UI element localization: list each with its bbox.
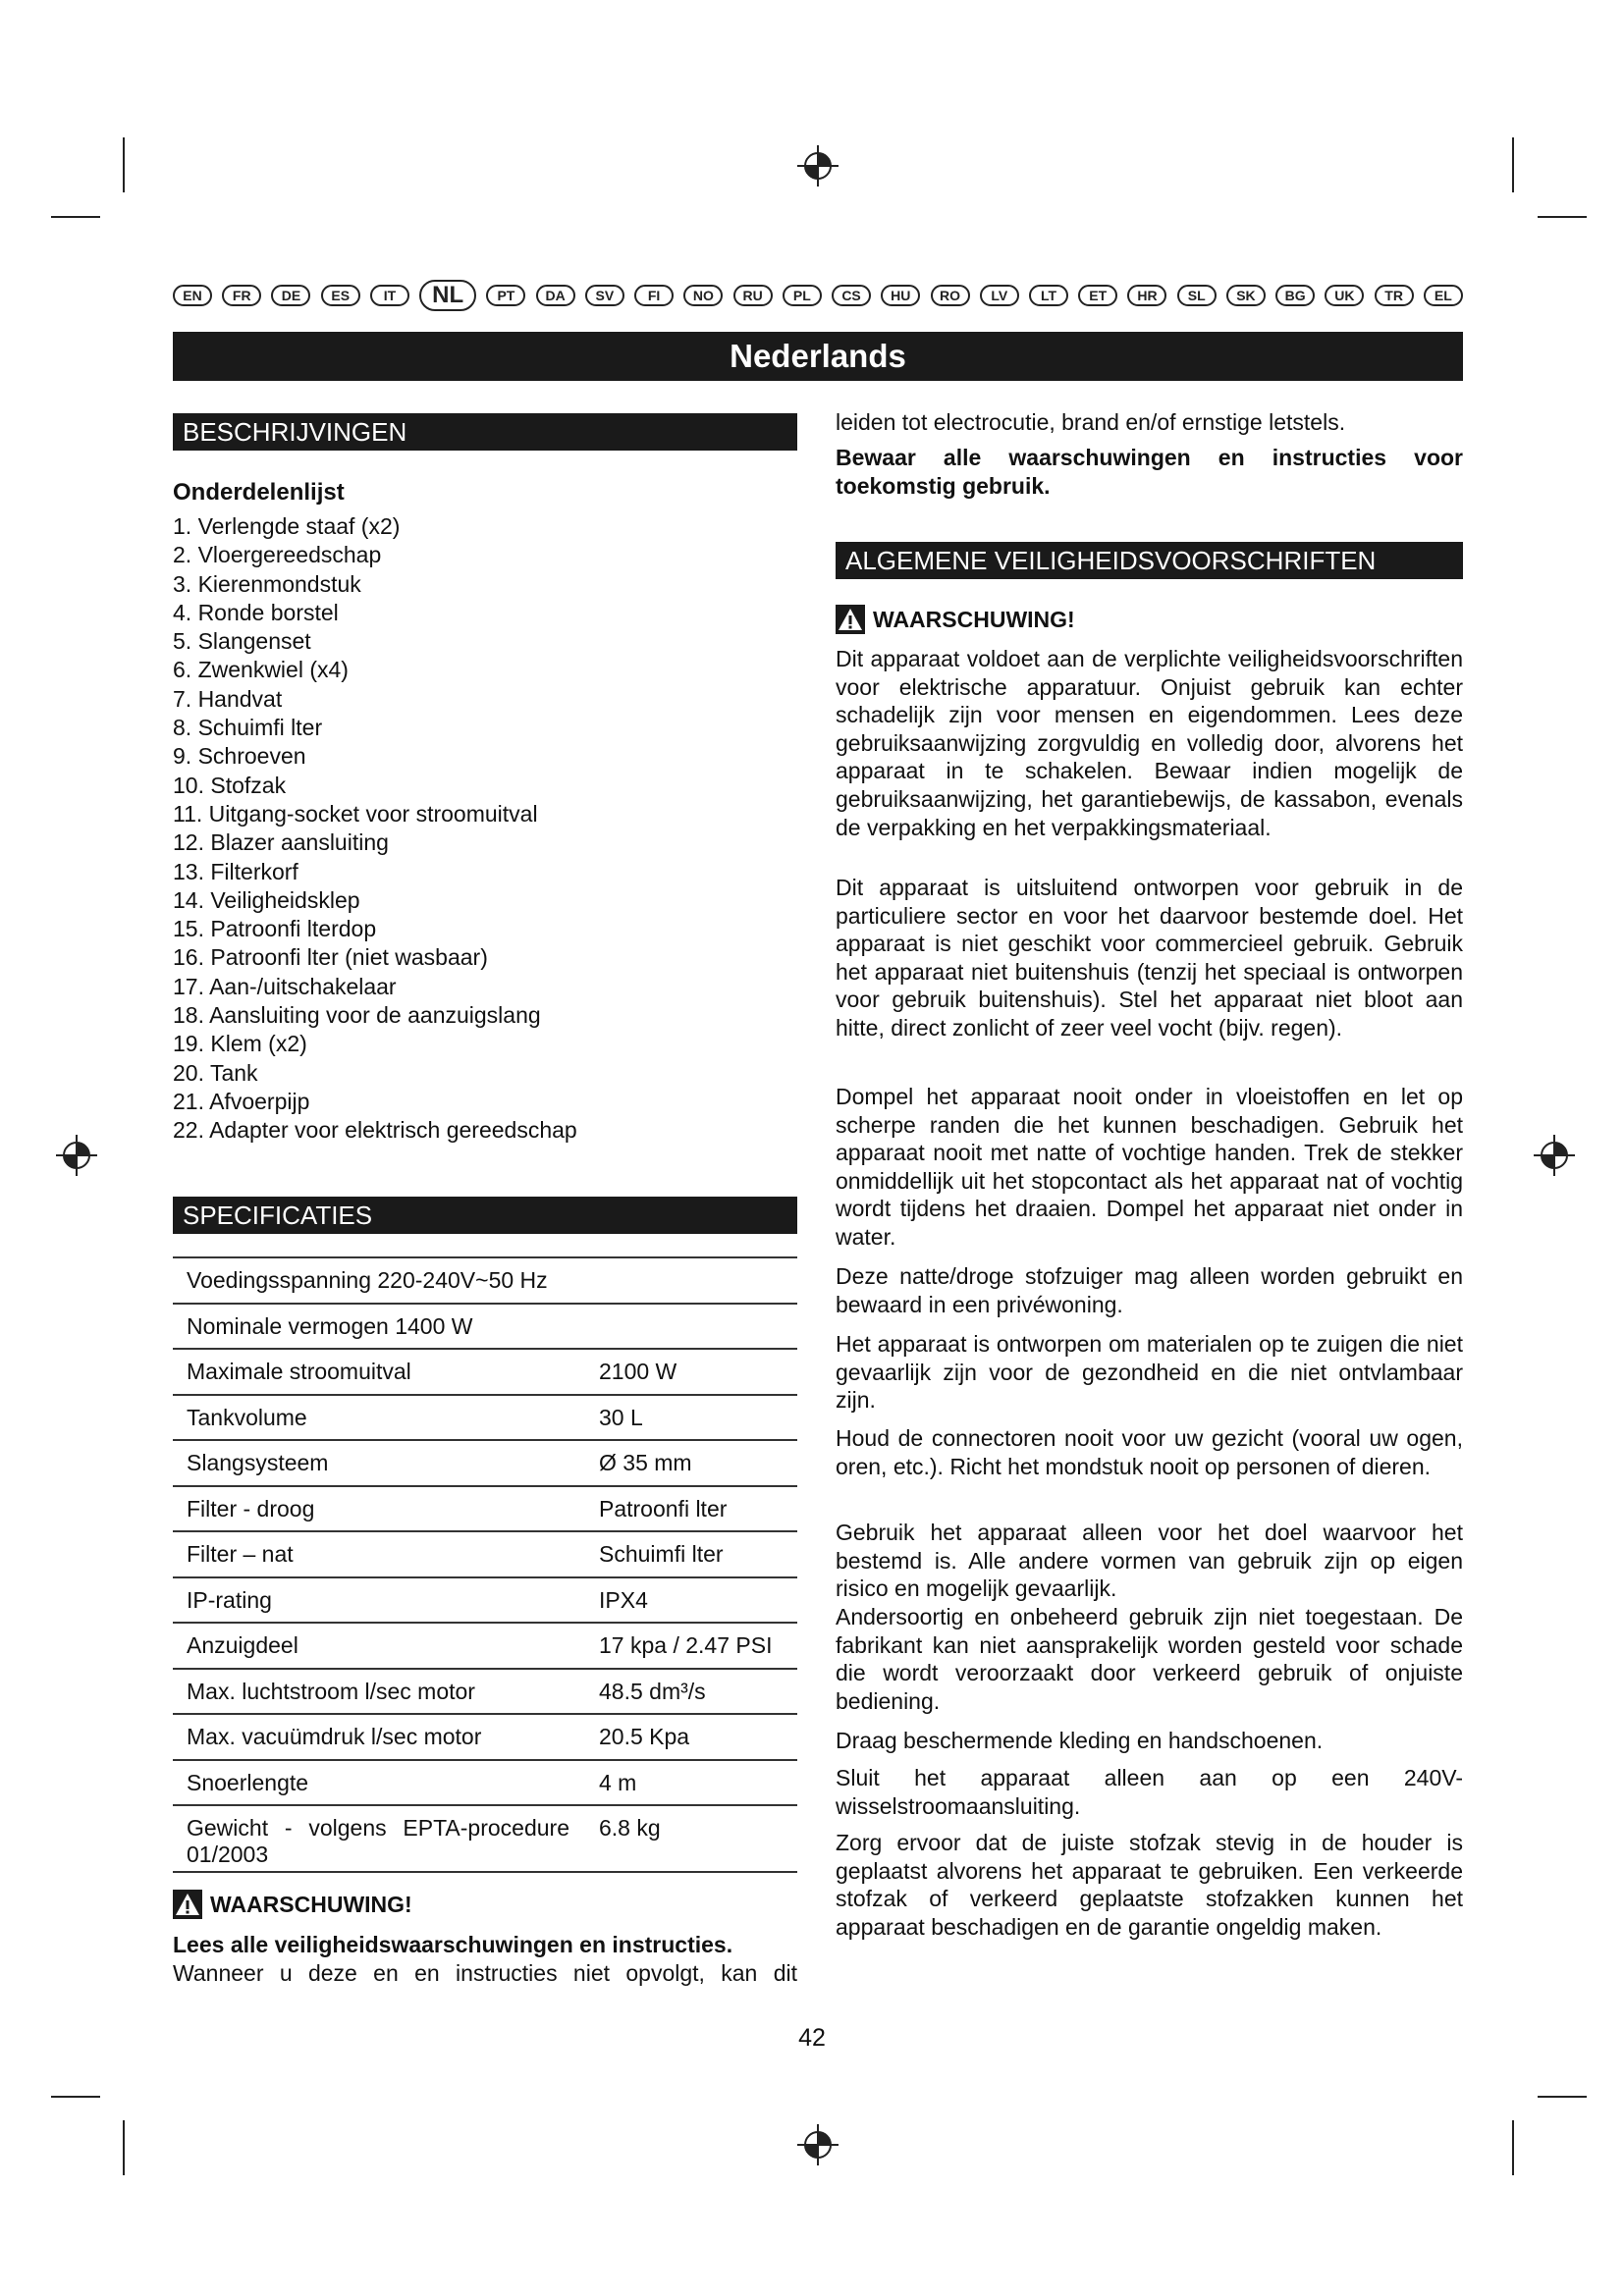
lang-badge: PT bbox=[486, 285, 525, 306]
table-row bbox=[173, 1623, 797, 1669]
lang-badge: UK bbox=[1325, 285, 1364, 306]
spec-value bbox=[589, 1257, 797, 1304]
crop-mark bbox=[1512, 137, 1514, 192]
section-heading-specificaties: SPECIFICATIES bbox=[173, 1197, 797, 1234]
warning-label: WAARSCHUWING! bbox=[210, 1891, 412, 1917]
list-item: 20. Tank bbox=[173, 1059, 258, 1086]
language-bar bbox=[173, 281, 1463, 310]
list-item: 19. Klem (x2) bbox=[173, 1031, 307, 1057]
registration-mark-icon bbox=[54, 1133, 99, 1178]
table-row bbox=[173, 1760, 797, 1806]
table-row bbox=[173, 1531, 797, 1577]
spec-label: Tankvolume bbox=[173, 1395, 589, 1441]
spec-value: Ø 35 mm bbox=[589, 1440, 797, 1486]
crop-mark bbox=[1538, 2096, 1587, 2098]
spec-label: Max. vacuümdruk l/sec motor bbox=[173, 1714, 589, 1760]
safety-paragraph: Houd de connectoren nooit voor uw gezicht (vooral uw ogen, oren, etc.). Richt het mondstuk nooit op personen of dieren. bbox=[836, 1425, 1463, 1479]
list-item: 21. Afvoerpijp bbox=[173, 1088, 310, 1114]
list-item: 10. Stofzak bbox=[173, 772, 287, 798]
list-item: 2. Vloergereedschap bbox=[173, 542, 382, 568]
table-row bbox=[173, 1486, 797, 1532]
warning-heading bbox=[836, 605, 1075, 634]
safety-paragraph: Het apparaat is ontworpen om materialen op te zuigen die niet gevaarlijk zijn voor de gezondheid en die niet ontvlambaar zijn. bbox=[836, 1331, 1463, 1414]
safety-paragraph: Deze natte/droge stofzuiger mag alleen worden gebruikt en bewaard in een privéwoning. bbox=[836, 1263, 1463, 1317]
safety-paragraph: Dompel het apparaat nooit onder in vloeistoffen en let op scherpe randen die het kunnen beschadigen. Gebruik het apparaat nooit met natte of vochtige handen. Trek de stekker onmiddellijk uit het stopcontact als het apparaat nat of vochtig wordt tijdens het draaien. Dompel het apparaat niet onder in water. bbox=[836, 1084, 1463, 1250]
spec-label: Filter - droog bbox=[173, 1486, 589, 1532]
spec-value: Schuimfi lter bbox=[589, 1531, 797, 1577]
spec-value: 4 m bbox=[589, 1760, 797, 1806]
list-item: 14. Veiligheidsklep bbox=[173, 886, 360, 913]
lang-badge: BG bbox=[1275, 285, 1315, 306]
list-item: 12. Blazer aansluiting bbox=[173, 829, 389, 856]
crop-mark bbox=[123, 2120, 125, 2175]
lang-badge: PL bbox=[783, 285, 822, 306]
table-row bbox=[173, 1349, 797, 1395]
crop-mark bbox=[51, 216, 100, 218]
spec-label: IP-rating bbox=[173, 1577, 589, 1624]
list-item: 3. Kierenmondstuk bbox=[173, 570, 361, 597]
lang-badge: HR bbox=[1127, 285, 1166, 306]
spec-label: Anzuigdeel bbox=[173, 1623, 589, 1669]
lang-badge: IT bbox=[370, 285, 409, 306]
registration-mark-icon bbox=[795, 2122, 840, 2167]
lang-badge: RU bbox=[733, 285, 773, 306]
spec-label: Max. luchtstroom l/sec motor bbox=[173, 1669, 589, 1715]
table-row bbox=[173, 1805, 797, 1872]
warning-heading bbox=[173, 1890, 412, 1919]
table-row bbox=[173, 1395, 797, 1441]
spec-label: Gewicht - volgens EPTA-procedure 01/2003 bbox=[173, 1805, 589, 1872]
list-item: 15. Patroonfi lterdop bbox=[173, 916, 377, 942]
spec-value: 2100 W bbox=[589, 1349, 797, 1395]
parts-list bbox=[173, 512, 797, 1146]
lang-badge: TR bbox=[1375, 285, 1414, 306]
lang-badge: DE bbox=[271, 285, 310, 306]
spec-value: Patroonfi lter bbox=[589, 1486, 797, 1532]
list-item: 17. Aan-/uitschakelaar bbox=[173, 973, 397, 999]
warning-triangle-icon bbox=[836, 605, 865, 634]
table-row bbox=[173, 1577, 797, 1624]
lang-badge: NO bbox=[683, 285, 723, 306]
section-heading-safety: ALGEMENE VEILIGHEIDSVOORSCHRIFTEN bbox=[836, 542, 1463, 579]
lang-badge: EN bbox=[173, 285, 212, 306]
table-row bbox=[173, 1669, 797, 1715]
list-item: 4. Ronde borstel bbox=[173, 599, 339, 625]
lang-badge: DA bbox=[536, 285, 575, 306]
list-item: 18. Aansluiting voor de aanzuigslang bbox=[173, 1002, 541, 1029]
list-item: 7. Handvat bbox=[173, 685, 283, 712]
warning-text: Wanneer u deze en en instructies niet opvolgt, kan dit bbox=[173, 1960, 797, 1986]
registration-mark-icon bbox=[1532, 1133, 1577, 1178]
crop-mark bbox=[123, 137, 125, 192]
safety-paragraph: Dit apparaat is uitsluitend ontworpen voor gebruik in de particuliere sector en voor het daarvoor bestemde doel. Het apparaat is niet geschikt voor commercieel gebruik. Gebruik het apparaat niet buitenshuis (tenzij het speciaal is ontworpen voor gebruik buitenshuis). Stel het apparaat niet bloot aan hitte, direct zonlicht of zeer veel vocht (bijv. regen). bbox=[836, 875, 1463, 1041]
safety-paragraph: Dit apparaat voldoet aan de verplichte veiligheidsvoorschriften voor elektrische apparatuur. Onjuist gebruik kan echter schadelijk zijn voor mensen en eigendommen. Lees deze gebruiksaanwijzing zorgvuldig en volledig door, alvorens het apparaat in te schakelen. Bewaar indien mogelijk de gebruiksaanwijzing, het garantiebewijs, de kassabon, evenals de verpakking en het verpakkingsmateriaal. bbox=[836, 646, 1463, 840]
spec-value: 17 kpa / 2.47 PSI bbox=[589, 1623, 797, 1669]
crop-mark bbox=[1538, 216, 1587, 218]
spec-label: Maximale stroomuitval bbox=[173, 1349, 589, 1395]
spec-label: Nominale vermogen 1400 W bbox=[173, 1304, 589, 1350]
spec-value: 6.8 kg bbox=[589, 1805, 797, 1872]
lang-badge: FR bbox=[222, 285, 261, 306]
table-row bbox=[173, 1257, 797, 1304]
list-item: 8. Schuimfi lter bbox=[173, 715, 323, 741]
section-heading-beschrijvingen: BESCHRIJVINGEN bbox=[173, 413, 797, 451]
spec-value: IPX4 bbox=[589, 1577, 797, 1624]
lang-badge: ET bbox=[1078, 285, 1117, 306]
spec-value: 30 L bbox=[589, 1395, 797, 1441]
safety-paragraph: Sluit het apparaat alleen aan op een 240V-wisselstroomaansluiting. bbox=[836, 1765, 1463, 1819]
list-item: 6. Zwenkwiel (x4) bbox=[173, 657, 349, 683]
lang-badge: ES bbox=[321, 285, 360, 306]
spec-label: Voedingsspanning 220-240V~50 Hz bbox=[173, 1257, 589, 1304]
lang-badge: CS bbox=[832, 285, 871, 306]
crop-mark bbox=[1512, 2120, 1514, 2175]
table-row bbox=[173, 1714, 797, 1760]
specifications-table bbox=[173, 1256, 797, 1873]
page-number: 42 bbox=[798, 2024, 826, 2052]
list-item: 1. Verlengde staaf (x2) bbox=[173, 513, 401, 539]
warning-triangle-icon bbox=[173, 1890, 202, 1919]
table-row bbox=[173, 1304, 797, 1350]
spec-value: 48.5 dm³/s bbox=[589, 1669, 797, 1715]
lang-badge: FI bbox=[634, 285, 674, 306]
lang-badge: SV bbox=[585, 285, 624, 306]
spec-label: Filter – nat bbox=[173, 1531, 589, 1577]
list-item: 5. Slangenset bbox=[173, 628, 311, 655]
spec-value bbox=[589, 1304, 797, 1350]
table-row bbox=[173, 1440, 797, 1486]
warning-label: WAARSCHUWING! bbox=[873, 606, 1075, 632]
lang-badge: RO bbox=[931, 285, 970, 306]
spec-label: Slangsysteem bbox=[173, 1440, 589, 1486]
list-item: 16. Patroonfi lter (niet wasbaar) bbox=[173, 944, 488, 971]
lang-badge: LT bbox=[1029, 285, 1068, 306]
keep-instructions-text: Bewaar alle waarschuwingen en instructies voor toekomstig gebruik. bbox=[836, 445, 1463, 499]
list-item: 13. Filterkorf bbox=[173, 858, 298, 884]
continuation-text: leiden tot electrocutie, brand en/of ernstige letstels. bbox=[836, 409, 1346, 435]
parts-list-title: Onderdelenlijst bbox=[173, 479, 345, 506]
list-item: 9. Schroeven bbox=[173, 743, 306, 770]
lang-badge: SL bbox=[1177, 285, 1217, 306]
list-item: 11. Uitgang-socket voor stroomuitval bbox=[173, 800, 538, 827]
lang-badge-active: NL bbox=[419, 280, 476, 311]
warning-bold-text: Lees alle veiligheidswaarschuwingen en instructies. bbox=[173, 1932, 733, 1957]
spec-label: Snoerlengte bbox=[173, 1760, 589, 1806]
safety-paragraph: Andersoortig en onbeheerd gebruik zijn niet toegestaan. De fabrikant kan niet aansprakelijk worden gesteld voor schade die wordt veroorzaakt door verkeerd gebruik of onjuiste bediening. bbox=[836, 1604, 1463, 1714]
lang-badge: HU bbox=[881, 285, 920, 306]
list-item: 22. Adapter voor elektrisch gereedschap bbox=[173, 1117, 577, 1144]
registration-mark-icon bbox=[795, 143, 840, 188]
page-title: Nederlands bbox=[173, 332, 1463, 381]
safety-paragraph: Zorg ervoor dat de juiste stofzak stevig in de houder is geplaatst alvorens het apparaat te gebruiken. Een verkeerde stofzak of verkeerd geplaatste stofzakken kunnen het apparaat beschadigen en de garantie ongeldig maken. bbox=[836, 1830, 1463, 1940]
lang-badge: EL bbox=[1424, 285, 1463, 306]
lang-badge: SK bbox=[1226, 285, 1266, 306]
safety-paragraph: Draag beschermende kleding en handschoenen. bbox=[836, 1728, 1324, 1753]
safety-paragraph: Gebruik het apparaat alleen voor het doel waarvoor het bestemd is. Alle andere vormen van gebruik zijn op eigen risico en mogelijk gevaarlijk. bbox=[836, 1520, 1463, 1602]
crop-mark bbox=[51, 2096, 100, 2098]
lang-badge: LV bbox=[980, 285, 1019, 306]
spec-value: 20.5 Kpa bbox=[589, 1714, 797, 1760]
